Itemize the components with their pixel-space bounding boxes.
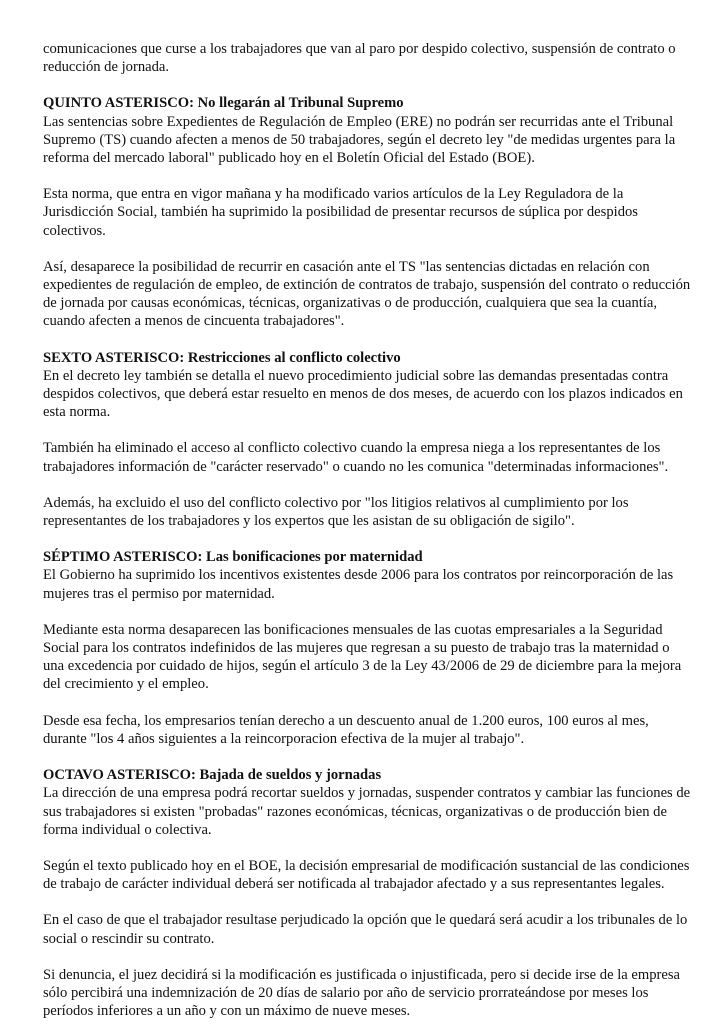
paragraph-text: Así, desaparece la posibilidad de recurrir en casación ante el TS "las sentencias dictadas en relación con expedientes de regulación de empleo, de extinción de contratos de trabajo, suspensión del contrato o reducción de jornada por causas económicas, técnicas, organizativas o de producción, cualquiera que sea la cuantía, cuando afecten a menos de cincuenta trabajadores".	[43, 258, 691, 330]
paragraph-text: En el decreto ley también se detalla el nuevo procedimiento judicial sobre las demandas presentadas contra despidos colectivos, que deberá estar resuelto en menos de dos meses, de acuerdo con los plazos indicados en esta norma.	[43, 367, 683, 421]
paragraph-text: Además, ha excluido el uso del conflicto colectivo por "los litigios relativos al cumplimiento por los representantes de los trabajadores y los expertos que les asistan de su obligación de sigilo".	[43, 494, 629, 530]
paragraph-text: Mediante esta norma desaparecen las bonificaciones mensuales de las cuotas empresariales a la Seguridad Social para los contratos indefinidos de las mujeres que regresan a su puesto de trabajo tras la maternidad o una excedencia por cuidado de hijos, según el artículo 3 de la Ley 43/2006 de 29 de diciembre para la mejora del crecimiento y el empleo.	[43, 621, 682, 693]
section-heading: SEXTO ASTERISCO: Restricciones al conflicto colectivo	[43, 349, 401, 366]
section-heading: QUINTO ASTERISCO: No llegarán al Tribunal Supremo	[43, 95, 404, 112]
section-quinto	[43, 94, 691, 167]
paragraph	[43, 258, 691, 331]
paragraph-text: Las sentencias sobre Expedientes de Regulación de Empleo (ERE) no podrán ser recurridas ante el Tribunal Supremo (TS) cuando afecten a menos de 50 trabajadores, según el decreto ley "de medidas urgentes para la reforma del mercado laboral" publicado hoy en el Boletín Oficial del Estado (BOE).	[43, 113, 676, 167]
paragraph-text: Esta norma, que entra en vigor mañana y ha modificado varios artículos de la Ley Reguladora de la Jurisdicción Social, también ha suprimido la posibilidad de presentar recursos de súplica por despidos colectivos.	[43, 186, 638, 239]
section-septimo	[43, 548, 691, 603]
paragraph-text: En el caso de que el trabajador resultase perjudicado la opción que le quedará será acudir a los tribunales de lo social o rescindir su contrato.	[43, 912, 688, 947]
paragraph-text: comunicaciones que curse a los trabajadores que van al paro por despido colectivo, suspensión de contrato o reducción de jornada.	[43, 41, 676, 76]
paragraph	[43, 439, 691, 475]
paragraph-text: El Gobierno ha suprimido los incentivos existentes desde 2006 para los contratos por reincorporación de las mujeres tras el permiso por maternidad.	[43, 567, 674, 602]
section-sexto	[43, 349, 691, 422]
paragraph	[43, 911, 691, 947]
paragraph-text: Si denuncia, el juez decidirá si la modificación es justificada o injustificada, pero si decide irse de la empresa sólo percibirá una indemnización de 20 días de salario por año de servicio prorrateándose por meses los períodos inferiores a un año y con un máximo de nueve meses.	[43, 966, 681, 1020]
paragraph-text: También ha eliminado el acceso al conflicto colectivo cuando la empresa niega a los representantes de los trabajadores información de "carácter reservado" o cuando no les comunica "determinadas informaciones".	[43, 440, 669, 475]
paragraph	[43, 494, 691, 530]
paragraph-continuation	[43, 40, 691, 76]
section-heading: OCTAVO ASTERISCO: Bajada de sueldos y jornadas	[43, 767, 382, 784]
paragraph	[43, 185, 691, 240]
section-octavo	[43, 766, 691, 839]
paragraph-text: Desde esa fecha, los empresarios tenían derecho a un descuento anual de 1.200 euros, 100 euros al mes, durante "los 4 años siguientes a la reincorporacion efectiva de la mujer al trabajo".	[43, 712, 649, 747]
paragraph-text: La dirección de una empresa podrá recortar sueldos y jornadas, suspender contratos y cambiar las funciones de sus trabajadores si existen "probadas" razones económicas, técnicas, organizativas o de producción bien de forma individual o colectiva.	[43, 785, 691, 838]
paragraph	[43, 621, 691, 694]
document-body	[43, 40, 691, 1020]
paragraph	[43, 712, 691, 748]
section-heading: SÉPTIMO ASTERISCO: Las bonificaciones por maternidad	[43, 549, 423, 566]
paragraph	[43, 966, 691, 1021]
paragraph	[43, 857, 691, 893]
paragraph-text: Según el texto publicado hoy en el BOE, la decisión empresarial de modificación sustancial de las condiciones de trabajo de carácter individual deberá ser notificada al trabajador afectado y a sus representantes legales.	[43, 857, 690, 893]
